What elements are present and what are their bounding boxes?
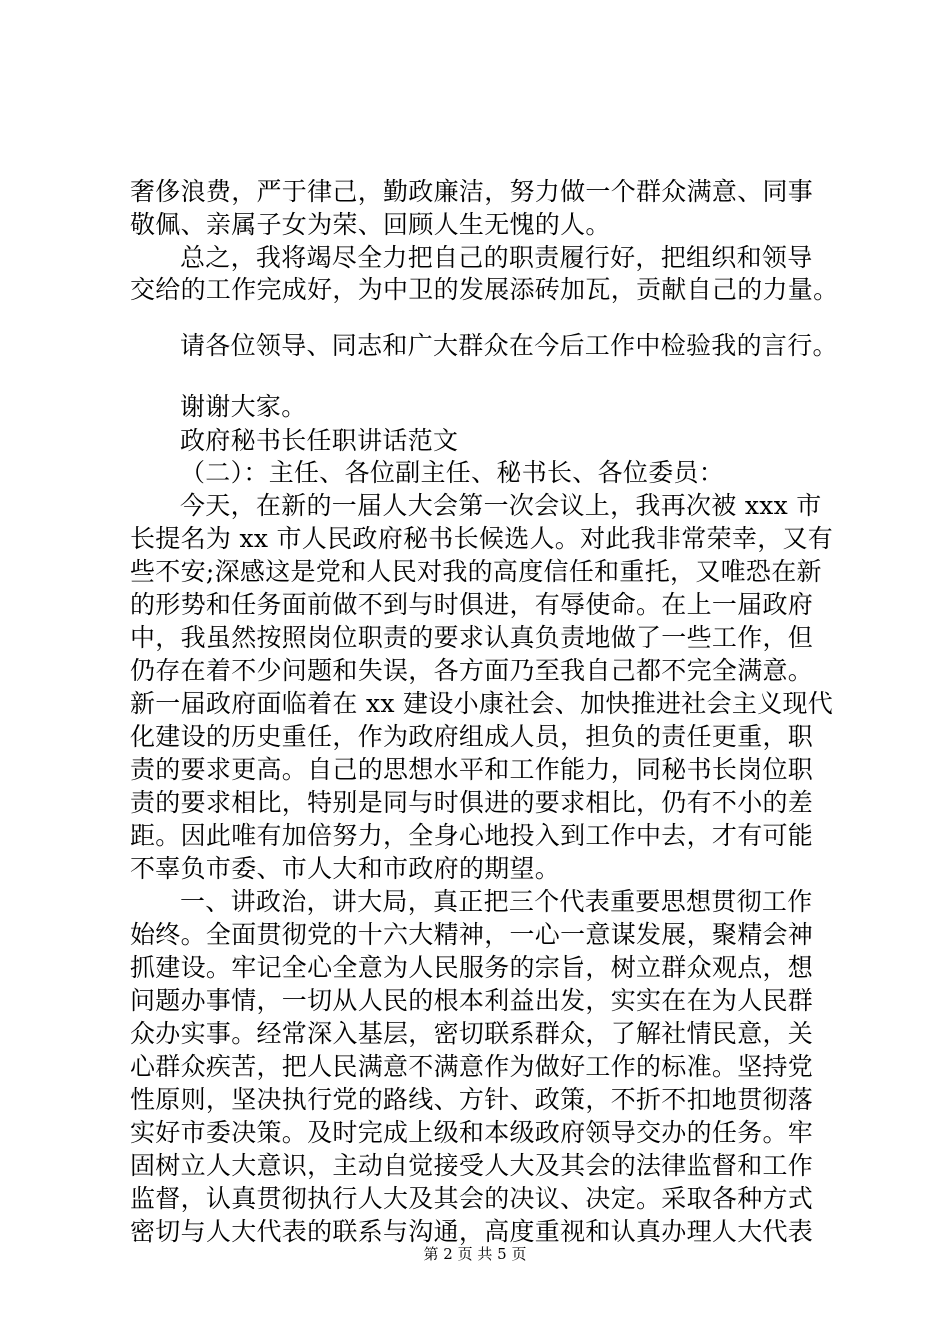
text-line: 奢侈浪费，严于律己，勤政廉洁，努力做一个群众满意、同事: [130, 177, 814, 206]
text-line: 众办实事。经常深入基层，密切联系群众，了解社情民意，关: [130, 1019, 814, 1048]
text-line: 敬佩、亲属子女为荣、回顾人生无愧的人。: [130, 210, 611, 239]
text-line: 长提名为 xx 市人民政府秘书长候选人。对此我非常荣幸，又有: [130, 524, 834, 553]
text-line: 密切与人大代表的联系与沟通，高度重视和认真办理人大代表: [130, 1217, 814, 1246]
text-line: 的形势和任务面前做不到与时俱进，有辱使命。在上一届政府: [130, 590, 814, 619]
text-line: 监督，认真贯彻执行人大及其会的决议、决定。采取各种方式: [130, 1184, 814, 1213]
text-line: 实好市委决策。及时完成上级和本级政府领导交办的任务。牢: [130, 1118, 814, 1147]
page-footer: 第 2 页 共 5 页: [423, 1245, 527, 1263]
text-line: 请各位领导、同志和广大群众在今后工作中检验我的言行。: [180, 331, 838, 360]
text-line: 谢谢大家。: [180, 392, 307, 421]
text-line: 问题办事情，一切从人民的根本利益出发，实实在在为人民群: [130, 986, 814, 1015]
text-line: 总之，我将竭尽全力把自己的职责履行好，把组织和领导: [180, 243, 813, 272]
text-line: 性原则，坚决执行党的路线、方针、政策，不折不扣地贯彻落: [130, 1085, 814, 1114]
text-line: 不辜负市委、市人大和市政府的期望。: [130, 854, 561, 883]
text-line: 责的要求相比，特别是同与时俱进的要求相比，仍有不小的差: [130, 788, 814, 817]
text-line: 心群众疾苦，把人民满意不满意作为做好工作的标准。坚持党: [130, 1052, 814, 1081]
text-line: （二）：主任、各位副主任、秘书长、各位委员：: [180, 458, 725, 487]
text-line: 始终。全面贯彻党的十六大精神，一心一意谋发展，聚精会神: [130, 920, 814, 949]
text-line: 化建设的历史重任，作为政府组成人员，担负的责任更重，职: [130, 722, 814, 751]
text-line: 中，我虽然按照岗位职责的要求认真负责地做了一些工作，但: [130, 623, 814, 652]
text-line: 交给的工作完成好，为中卫的发展添砖加瓦，贡献自己的力量。: [130, 275, 839, 304]
text-line: 固树立人大意识，主动自觉接受人大及其会的法律监督和工作: [130, 1151, 814, 1180]
text-line: 一、讲政治，讲大局，真正把三个代表重要思想贯彻工作: [180, 887, 813, 916]
text-line: 新一届政府面临着在 xx 建设小康社会、加快推进社会主义现代: [130, 689, 834, 718]
text-line: 责的要求更高。自己的思想水平和工作能力，同秘书长岗位职: [130, 755, 814, 784]
text-line: 些不安;深感这是党和人民对我的高度信任和重托，又唯恐在新: [130, 557, 822, 586]
text-line: 距。因此唯有加倍努力，全身心地投入到工作中去，才有可能: [130, 821, 814, 850]
text-line: 仍存在着不少问题和失误，各方面乃至我自己都不完全满意。: [130, 656, 814, 685]
text-line: 抓建设。牢记全心全意为人民服务的宗旨，树立群众观点，想: [130, 953, 814, 982]
section-title: 政府秘书长任职讲话范文: [180, 426, 459, 455]
text-line: 今天，在新的一届人大会第一次会议上，我再次被 xxx 市: [180, 491, 822, 520]
